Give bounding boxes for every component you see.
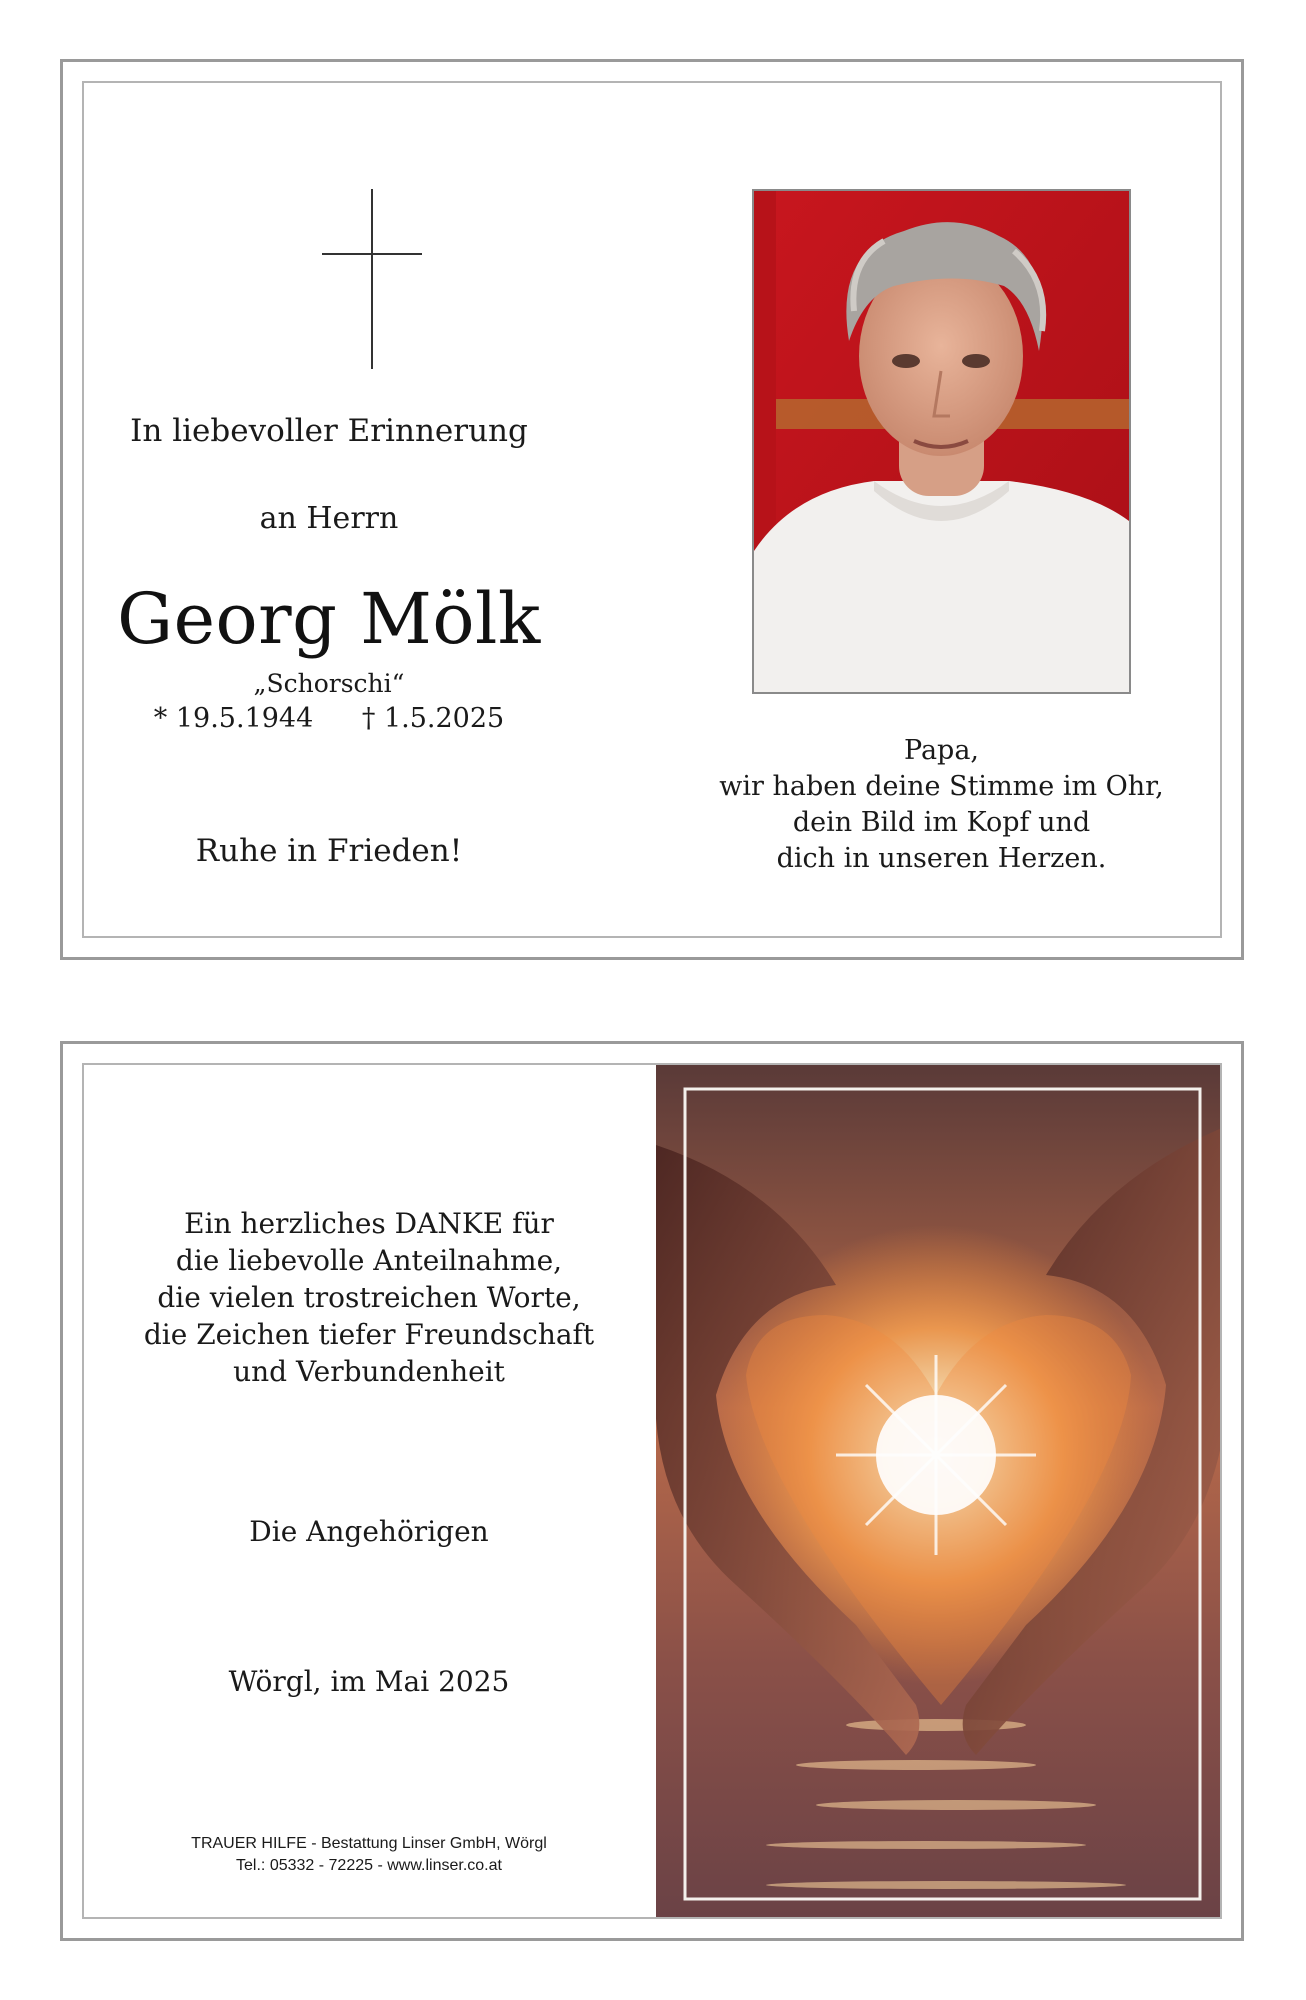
- closing-text: Ruhe in Frieden!: [195, 833, 463, 869]
- memorial-card-front: [60, 59, 1244, 960]
- poem-line: Papa,: [903, 735, 979, 766]
- poem-line: dich in unseren Herzen.: [776, 843, 1107, 874]
- thanks-line: und Verbundenheit: [233, 1355, 505, 1388]
- death-date: † 1.5.2025: [361, 703, 505, 734]
- nickname-text: „Schorschi“: [253, 669, 405, 698]
- salutation-text: an Herrn: [259, 501, 399, 536]
- portrait-photo: [752, 189, 1131, 694]
- deceased-name: Georg Mölk: [117, 578, 541, 660]
- thanks-line: die liebevolle Anteilnahme,: [175, 1244, 563, 1277]
- signature-text: Die Angehörigen: [249, 1515, 489, 1548]
- funeral-home-name: TRAUER HILFE - Bestattung Linser GmbH, Wörgl: [191, 1835, 547, 1852]
- place-date-text: Wörgl, im Mai 2025: [228, 1665, 510, 1698]
- birth-date: * 19.5.1944: [153, 703, 314, 734]
- thanks-line: die vielen trostreichen Worte,: [157, 1281, 581, 1314]
- thanks-text: [84, 1205, 654, 1390]
- poem-line: dein Bild im Kopf und: [792, 807, 1091, 838]
- thanks-line: Ein herzliches DANKE für: [184, 1207, 554, 1240]
- thanks-line: die Zeichen tiefer Freundschaft: [143, 1318, 595, 1351]
- poem-line: wir haben deine Stimme im Ohr,: [719, 771, 1164, 802]
- funeral-home-info: [84, 1833, 654, 1877]
- card-front-inner-frame: [82, 81, 1222, 938]
- funeral-home-contact: Tel.: 05332 - 72225 - www.linser.co.at: [236, 1857, 502, 1874]
- intro-text: In liebevoller Erinnerung: [130, 413, 528, 449]
- card-back-inner-frame: [82, 1063, 1222, 1919]
- memorial-poem: [704, 733, 1179, 877]
- heart-hands-sunset-image: [656, 1065, 1222, 1919]
- life-dates: [84, 703, 574, 734]
- cross-icon: [322, 189, 422, 369]
- memorial-card-back: [60, 1041, 1244, 1941]
